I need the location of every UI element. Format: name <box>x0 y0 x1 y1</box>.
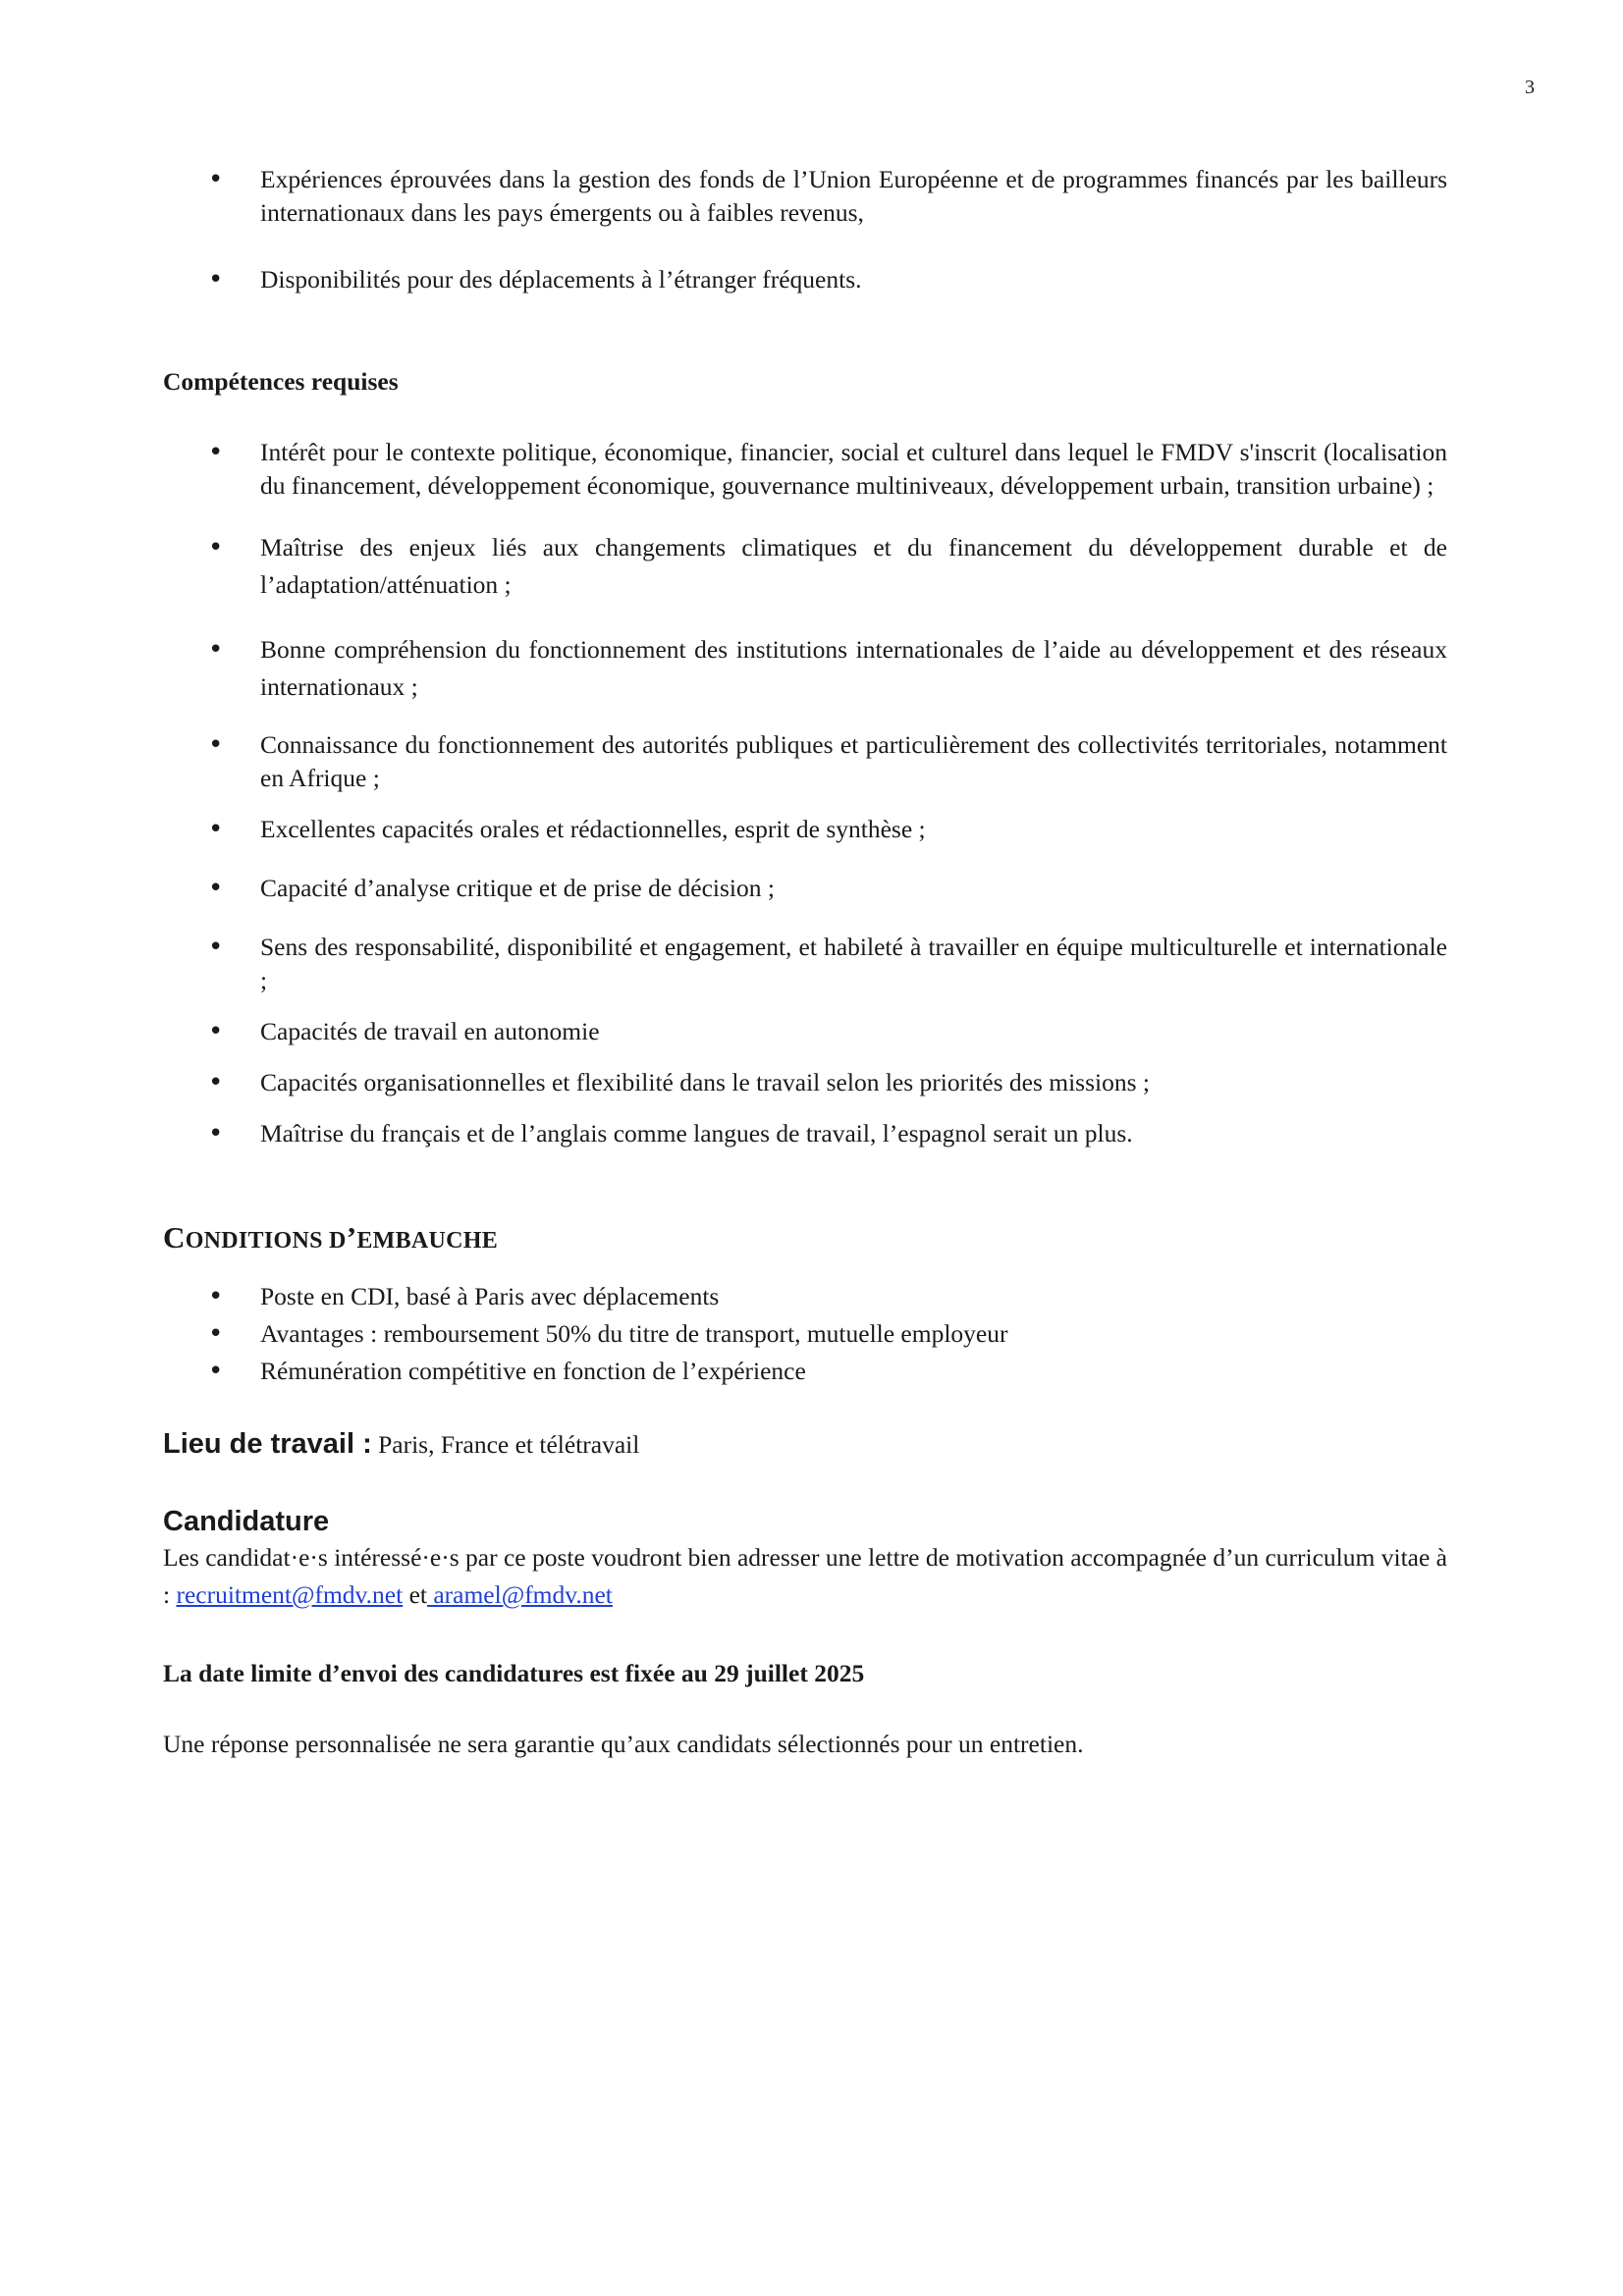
list-item: • Disponibilités pour des déplacements à l’étranger fréquents. <box>163 263 1447 296</box>
conditions-list <box>163 1278 1447 1390</box>
list-item: • Bonne compréhension du fonctionnement des institutions internationales de l’aide au développement et des réseaux internationaux ; <box>163 631 1447 706</box>
candidature-text: Les candidat·e·s intéressé·e·s par ce poste voudront bien adresser une lettre de motivation accompagnée d’un curriculum vitae à : recruitment@fmdv.net et aramel@fmdv.net <box>163 1543 1447 1609</box>
list-item: • Sens des responsabilité, disponibilité et engagement, et habileté à travailler en équipe multiculturelle et internationale ; <box>163 931 1447 997</box>
competences-section <box>163 365 1447 399</box>
deadline-text: La date limite d’envoi des candidatures est fixée au 29 juillet 2025 <box>163 1659 865 1687</box>
competences-list <box>163 436 1447 1150</box>
deadline-section <box>163 1657 1447 1690</box>
list-item: • Maîtrise des enjeux liés aux changements climatiques et du financement du développement durable et de l’adaptation/atténuation ; <box>163 529 1447 604</box>
list-item: • Capacités de travail en autonomie <box>163 1015 1447 1048</box>
conditions-section <box>163 1221 1447 1257</box>
section-heading-candidature: Candidature <box>163 1506 330 1537</box>
closing-section <box>163 1728 1447 1761</box>
list-item: • Maîtrise du français et de l’anglais comme langues de travail, l’espagnol serait un plus. <box>163 1117 1447 1150</box>
email-link-recruitment[interactable]: recruitment@fmdv.net <box>176 1580 404 1609</box>
page-number: 3 <box>1525 77 1535 98</box>
list-item: • Capacité d’analyse critique et de prise de décision ; <box>163 872 1447 905</box>
conditions-list-container <box>163 1278 1447 1390</box>
section-heading-conditions: CONDITIONS D’EMBAUCHE <box>163 1220 499 1255</box>
list-item: • Capacités organisationnelles et flexibilité dans le travail selon les priorités des missions ; <box>163 1066 1447 1099</box>
experience-list <box>163 163 1447 296</box>
lieu-value: Paris, France et télétravail <box>371 1430 640 1459</box>
section-heading-competences: Compétences requises <box>163 367 399 396</box>
list-item: • Excellentes capacités orales et rédactionnelles, esprit de synthèse ; <box>163 813 1447 846</box>
list-item: • Rémunération compétitive en fonction de l’expérience <box>163 1353 1447 1390</box>
list-item: • Poste en CDI, basé à Paris avec déplacements <box>163 1278 1447 1315</box>
lieu-label: Lieu de travail : <box>163 1428 372 1460</box>
closing-text: Une réponse personnalisée ne sera garantie qu’aux candidats sélectionnés pour un entretien. <box>163 1730 1084 1758</box>
experience-section <box>163 163 1447 296</box>
list-item: • Expériences éprouvées dans la gestion des fonds de l’Union Européenne et de programmes financés par les bailleurs internationaux dans les pays émergents ou à faibles revenus, <box>163 163 1447 230</box>
list-item: • Connaissance du fonctionnement des autorités publiques et particulièrement des collectivités territoriales, notamment en Afrique ; <box>163 728 1447 795</box>
competences-list-container <box>163 436 1447 1150</box>
candidature-section <box>163 1504 1447 1614</box>
list-item: • Intérêt pour le contexte politique, économique, financier, social et culturel dans lequel le FMDV s'inscrit (localisation du financement, développement économique, gouvernance multiniveaux, développement urbain, transition urbaine) ; <box>163 436 1447 503</box>
list-item: • Avantages : remboursement 50% du titre de transport, mutuelle employeur <box>163 1315 1447 1353</box>
email-link-aramel[interactable]: aramel@fmdv.net <box>426 1580 613 1609</box>
lieu-section <box>163 1427 1447 1462</box>
